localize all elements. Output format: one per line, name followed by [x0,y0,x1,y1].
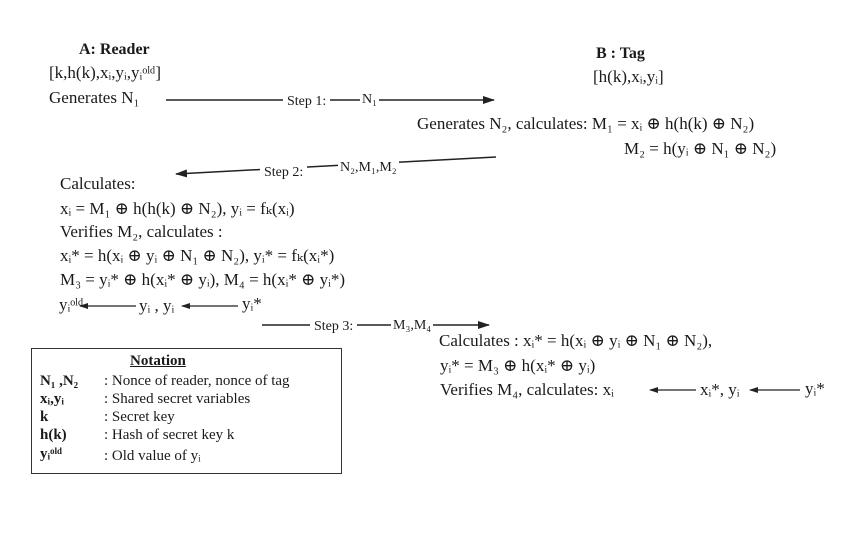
step1-label: Step 1: [283,92,330,112]
tag-calc-line3-c: yᵢ* [805,379,825,398]
step3-message: M₃,M₄ [391,316,433,336]
notation-symbol: xᵢ,yᵢ [40,391,65,407]
reader-update-new: yᵢ* [242,294,262,313]
step3-label: Step 3: [310,317,357,337]
reader-calc-line4: M₃ = yᵢ* ⊕ h(xᵢ* ⊕ yᵢ), M₄ = h(xᵢ* ⊕ yᵢ*) [60,270,346,289]
notation-description: : Hash of secret key k [104,427,235,443]
notation-symbol: h(k) [40,427,67,443]
reader-title: A: Reader [79,41,150,58]
notation-description: : Shared secret variables [104,391,251,407]
step2-arrow [176,157,496,174]
step2-label: Step 2: [260,163,307,183]
notation-symbol: k [40,409,49,425]
notation-symbol: yᵢᵒˡᵈ [40,446,63,462]
reader-update-old: yᵢᵒˡᵈ [59,295,84,314]
reader-state: [k,h(k),xᵢ,yᵢ,yᵢᵒˡᵈ] [49,63,161,82]
notation-description: : Secret key [104,409,175,425]
tag-calc-line1: Calculates : xᵢ* = h(xᵢ ⊕ yᵢ ⊕ N₁ ⊕ N₂), [439,331,713,350]
reader-calc-heading: Calculates: [60,174,136,193]
reader-calc-line1: xᵢ = M₁ ⊕ h(h(k) ⊕ N₂), yᵢ = fₖ(xᵢ) [60,199,295,218]
notation-box [31,348,342,474]
notation-title: Notation [130,353,186,369]
tag-state: [h(k),xᵢ,yᵢ] [593,67,664,86]
tag-calc-line2: yᵢ* = M₃ ⊕ h(xᵢ* ⊕ yᵢ) [440,356,596,375]
notation-symbol: N₁ ,N₂ [40,373,79,389]
tag-generates-line: Generates N₂, calculates: M₁ = xᵢ ⊕ h(h(k) ⊕ N₂) [417,114,755,133]
notation-description: : Nonce of reader, nonce of tag [104,373,290,389]
tag-calc-line3-a: Verifies M₄, calculates: xᵢ [440,380,614,399]
reader-update-mid: yᵢ , yᵢ [139,296,175,315]
reader-calc-line2: Verifies M₂, calculates : [60,222,223,241]
tag-calc-line3-b: xᵢ*, yᵢ [700,380,740,399]
tag-title: B : Tag [596,45,645,62]
notation-description: : Old value of yᵢ [104,448,201,464]
reader-generates-n1: Generates N₁ [49,88,140,107]
step1-message: N₁ [360,90,379,110]
step2-message: N₂,M₁,M₂ [338,158,399,178]
reader-calc-line3: xᵢ* = h(xᵢ ⊕ yᵢ ⊕ N₁ ⊕ N₂), yᵢ* = fₖ(xᵢ*) [60,246,335,265]
tag-m2-line: M₂ = h(yᵢ ⊕ N₁ ⊕ N₂) [624,139,777,158]
